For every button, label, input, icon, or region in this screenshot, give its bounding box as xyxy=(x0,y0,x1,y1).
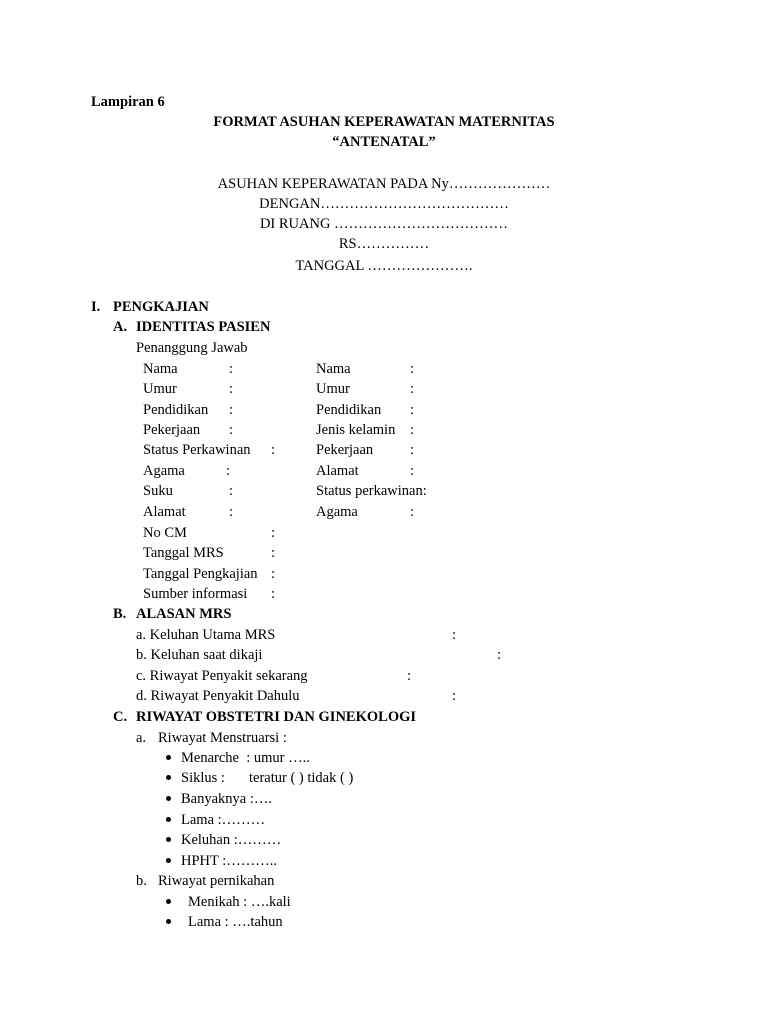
field-label: Umur xyxy=(316,381,350,397)
document-title: FORMAT ASUHAN KEPERAWATAN MATERNITAS xyxy=(213,114,555,130)
field-label: Status perkawinan: xyxy=(316,483,427,499)
field-colon: : xyxy=(229,361,234,377)
field-label: Tanggal MRS xyxy=(143,545,224,561)
field-label: Pekerjaan xyxy=(143,422,201,438)
field-colon: : xyxy=(229,381,234,397)
field-label: Pekerjaan xyxy=(316,442,374,458)
field-label: Nama xyxy=(143,361,178,377)
menstrual-history-title: Riwayat Menstruarsi : xyxy=(158,730,287,746)
field-label: Pendidikan xyxy=(316,402,382,418)
field-colon: : xyxy=(452,627,457,643)
subsection-title-reason: ALASAN MRS xyxy=(136,606,232,622)
subsection-title-identity: IDENTITAS PASIEN xyxy=(136,319,271,335)
menstrual-item: Menarche : umur ….. xyxy=(181,750,310,766)
subsection-title-obstetric: RIWAYAT OBSTETRI DAN GINEKOLOGI xyxy=(136,709,417,725)
field-colon: : xyxy=(410,422,415,438)
field-colon: : xyxy=(410,504,415,520)
field-label: No CM xyxy=(143,525,187,541)
field-label: Agama xyxy=(316,504,358,520)
field-label: Pendidikan xyxy=(143,402,209,418)
intro-hospital-line: RS…………… xyxy=(338,236,430,252)
subsection-letter: B. xyxy=(113,606,127,622)
field-label: Alamat xyxy=(316,463,359,479)
field-label: Umur xyxy=(143,381,177,397)
subsection-letter: C. xyxy=(113,709,128,725)
field-colon: : xyxy=(271,586,276,602)
subsection-letter: A. xyxy=(113,319,128,335)
cycle-options: teratur ( ) tidak ( ) xyxy=(249,770,354,786)
field-colon: : xyxy=(271,525,276,541)
marriage-item: Lama : ….tahun xyxy=(188,914,283,930)
field-label: Tanggal Pengkajian xyxy=(143,566,258,582)
reason-item: a. Keluhan Utama MRS xyxy=(136,627,276,643)
reason-item: b. Keluhan saat dikaji xyxy=(136,647,263,663)
field-colon: : xyxy=(229,422,234,438)
section-number: I. xyxy=(91,299,101,315)
field-colon: : xyxy=(410,381,415,397)
menstrual-item: HPHT :……….. xyxy=(181,853,278,869)
intro-diagnosis-line: DENGAN………………………………… xyxy=(259,196,509,212)
bullet-icon xyxy=(166,837,171,842)
field-label: Nama xyxy=(316,361,351,377)
field-colon: : xyxy=(271,545,276,561)
field-colon: : xyxy=(229,402,234,418)
field-label: Status Perkawinan xyxy=(143,442,251,458)
field-colon: : xyxy=(229,504,234,520)
appendix-label: Lampiran 6 xyxy=(91,94,165,110)
field-label: Agama xyxy=(143,463,185,479)
list-letter: a. xyxy=(136,730,147,746)
field-colon: : xyxy=(407,668,412,684)
bullet-icon xyxy=(166,775,171,780)
guardian-label: Penanggung Jawab xyxy=(136,340,248,356)
field-colon: : xyxy=(410,463,415,479)
field-colon: : xyxy=(410,361,415,377)
marriage-item: Menikah : ….kali xyxy=(188,894,291,910)
intro-patient-line: ASUHAN KEPERAWATAN PADA Ny………………… xyxy=(217,176,551,192)
field-label: Suku xyxy=(143,483,173,499)
field-colon: : xyxy=(271,566,276,582)
marriage-history-title: Riwayat pernikahan xyxy=(158,873,275,889)
bullet-icon xyxy=(166,796,171,801)
menstrual-item: Lama :……… xyxy=(181,812,266,828)
field-label: Alamat xyxy=(143,504,186,520)
field-colon: : xyxy=(497,647,502,663)
field-label: Jenis kelamin xyxy=(316,422,396,438)
bullet-icon xyxy=(166,858,171,863)
field-colon: : xyxy=(410,442,415,458)
reason-item: d. Riwayat Penyakit Dahulu xyxy=(136,688,300,704)
field-colon: : xyxy=(410,402,415,418)
field-colon: : xyxy=(226,463,231,479)
document-subtitle: “ANTENATAL” xyxy=(332,134,436,150)
field-colon: : xyxy=(229,483,234,499)
intro-date-line: TANGGAL …………………. xyxy=(295,258,473,274)
menstrual-item: Siklus : xyxy=(181,770,225,786)
list-letter: b. xyxy=(136,873,147,889)
field-colon: : xyxy=(271,442,276,458)
section-title: PENGKAJIAN xyxy=(113,299,209,315)
bullet-icon xyxy=(166,899,171,904)
bullet-icon xyxy=(166,817,171,822)
reason-item: c. Riwayat Penyakit sekarang xyxy=(136,668,308,684)
bullet-icon xyxy=(166,919,171,924)
field-colon: : xyxy=(452,688,457,704)
intro-room-line: DI RUANG ……………………………… xyxy=(259,216,509,232)
field-label: Sumber informasi xyxy=(143,586,248,602)
menstrual-item: Banyaknya :…. xyxy=(181,791,273,807)
bullet-icon xyxy=(166,755,171,760)
menstrual-item: Keluhan :……… xyxy=(181,832,282,848)
